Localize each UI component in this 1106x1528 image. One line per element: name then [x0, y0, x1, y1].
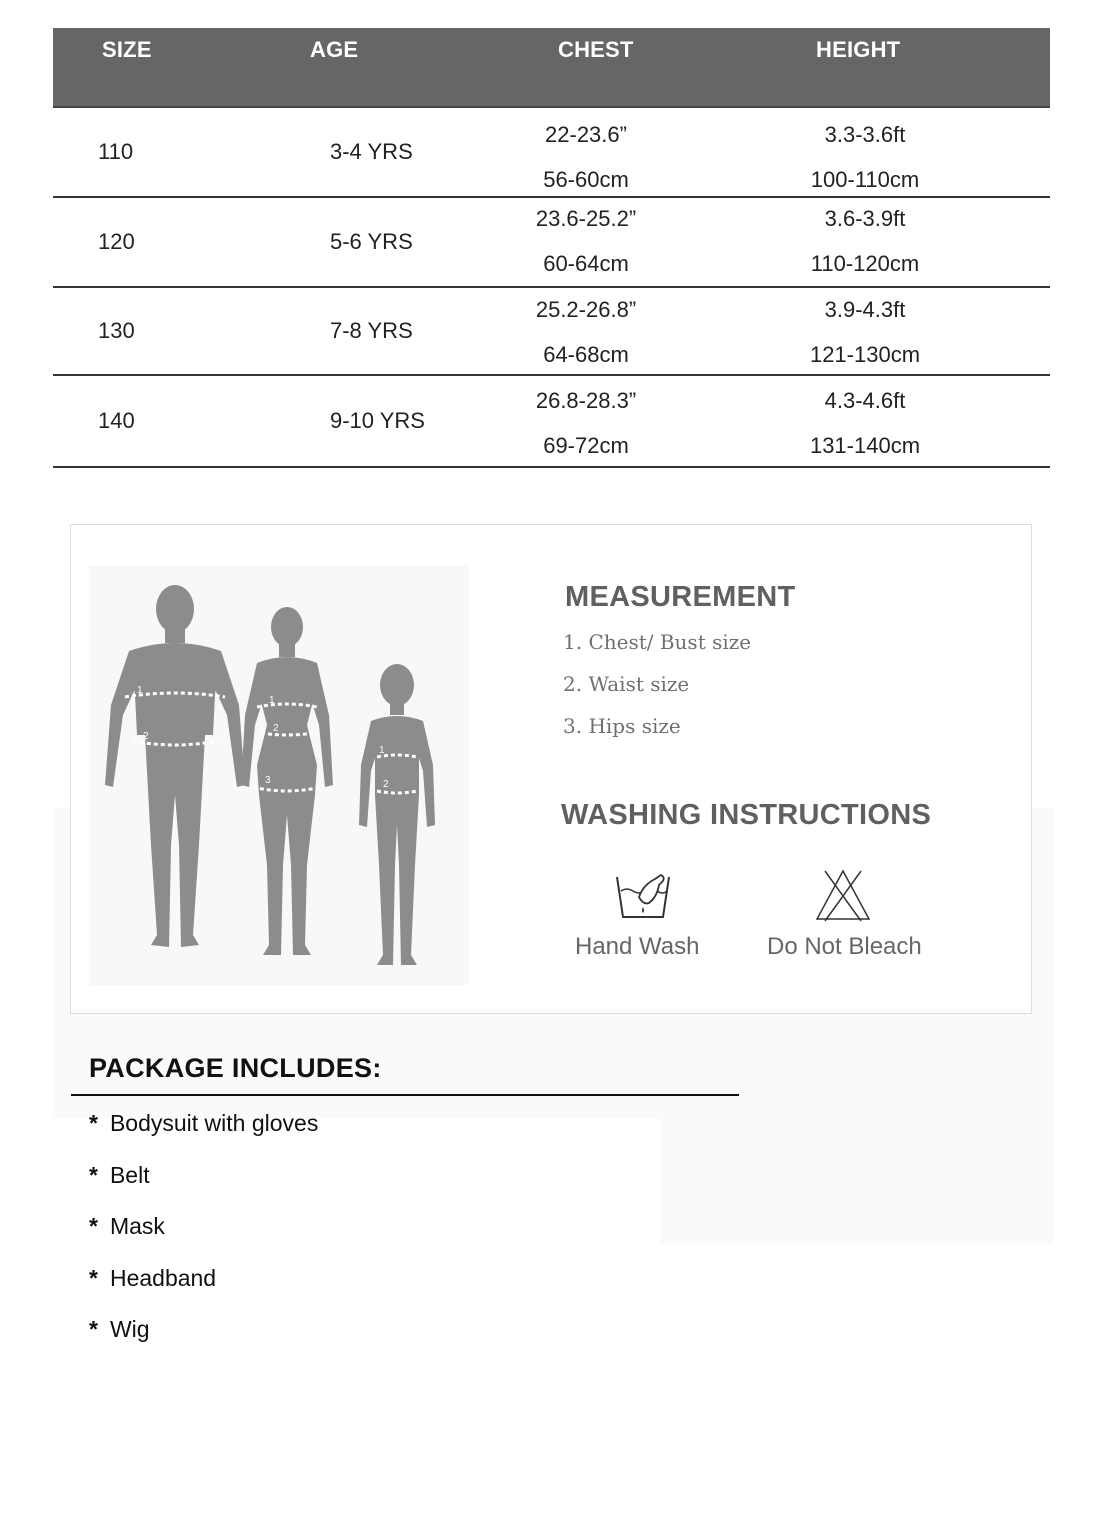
figure-mark-3: 3: [265, 775, 271, 786]
cell-chest-cm: 64-68cm: [543, 342, 629, 367]
table-row: [53, 108, 1050, 198]
figure-mark-1: 1: [137, 685, 143, 696]
table-row: [53, 288, 1050, 376]
background-shade: [660, 1118, 1053, 1243]
header-height: HEIGHT: [816, 37, 901, 62]
cell-chest-cm: 69-72cm: [543, 433, 629, 458]
bullet: *: [89, 1316, 98, 1342]
cell-height-cm: 121-130cm: [809, 342, 921, 367]
package-item-label: Bodysuit with gloves: [109, 1110, 319, 1136]
cell-height-ft: 3.6-3.9ft: [824, 206, 906, 231]
cell-chest-in: 23.6-25.2”: [535, 206, 637, 231]
list-item: [89, 1316, 150, 1343]
figure-mark-2: 2: [273, 723, 279, 734]
measurement-title: MEASUREMENT: [565, 581, 796, 613]
measurement-item-waist: 2. Waist size: [563, 672, 690, 696]
cell-height-cm: 110-120cm: [810, 251, 920, 276]
body-figures-illustration: [89, 565, 469, 985]
list-item: [89, 1110, 318, 1137]
figure-mark-1: 1: [269, 695, 275, 706]
cell-size: 120: [98, 229, 135, 254]
package-item-label: Belt: [109, 1162, 150, 1188]
cell-age: 3-4 YRS: [330, 139, 413, 164]
cell-height-ft: 4.3-4.6ft: [824, 388, 906, 413]
measurement-panel: [70, 524, 1032, 1014]
cell-chest-cm: 56-60cm: [543, 167, 629, 192]
cell-chest-in: 22-23.6”: [545, 122, 627, 147]
bullet: *: [89, 1213, 98, 1239]
no-bleach-icon: [813, 867, 873, 928]
cell-size: 140: [98, 408, 135, 433]
list-item: [89, 1213, 165, 1240]
bullet: *: [89, 1162, 98, 1188]
bullet: *: [89, 1265, 98, 1291]
figure-mark-2: 2: [383, 779, 389, 790]
bullet: *: [89, 1110, 98, 1136]
cell-age: 7-8 YRS: [330, 318, 413, 343]
package-item-label: Wig: [109, 1316, 150, 1342]
figure-mark-1: 1: [379, 745, 385, 756]
table-row: [53, 198, 1050, 288]
cell-age: 5-6 YRS: [330, 229, 413, 254]
hand-wash-icon: [613, 867, 673, 928]
list-item: [89, 1265, 216, 1292]
cell-size: 110: [98, 139, 134, 164]
cell-height-ft: 3.9-4.3ft: [824, 297, 906, 322]
package-divider: [71, 1094, 739, 1096]
package-item-label: Mask: [109, 1213, 165, 1239]
measurement-item-chest: 1. Chest/ Bust size: [563, 630, 752, 654]
header-chest: CHEST: [558, 37, 634, 62]
cell-chest-in: 25.2-26.8”: [535, 297, 637, 322]
header-age: AGE: [310, 37, 359, 62]
cell-height-ft: 3.3-3.6ft: [824, 122, 906, 147]
no-bleach-label: Do Not Bleach: [767, 933, 922, 960]
cell-height-cm: 100-110cm: [810, 167, 920, 192]
cell-height-cm: 131-140cm: [809, 433, 921, 458]
cell-chest-cm: 60-64cm: [543, 251, 629, 276]
measurement-item-hips: 3. Hips size: [563, 714, 681, 738]
package-title: PACKAGE INCLUDES:: [89, 1053, 382, 1083]
washing-title: WASHING INSTRUCTIONS: [561, 799, 932, 831]
figure-mark-2: 2: [143, 731, 149, 742]
cell-age: 9-10 YRS: [330, 408, 425, 433]
cell-size: 130: [98, 318, 135, 343]
table-row: [53, 376, 1050, 468]
hand-wash-label: Hand Wash: [575, 933, 700, 960]
table-header: [53, 28, 1050, 108]
size-chart-table: [53, 28, 1050, 468]
body-silhouettes-icon: [89, 565, 469, 985]
header-size: SIZE: [102, 37, 152, 62]
list-item: [89, 1162, 150, 1189]
cell-chest-in: 26.8-28.3”: [535, 388, 637, 413]
package-item-label: Headband: [109, 1265, 217, 1291]
